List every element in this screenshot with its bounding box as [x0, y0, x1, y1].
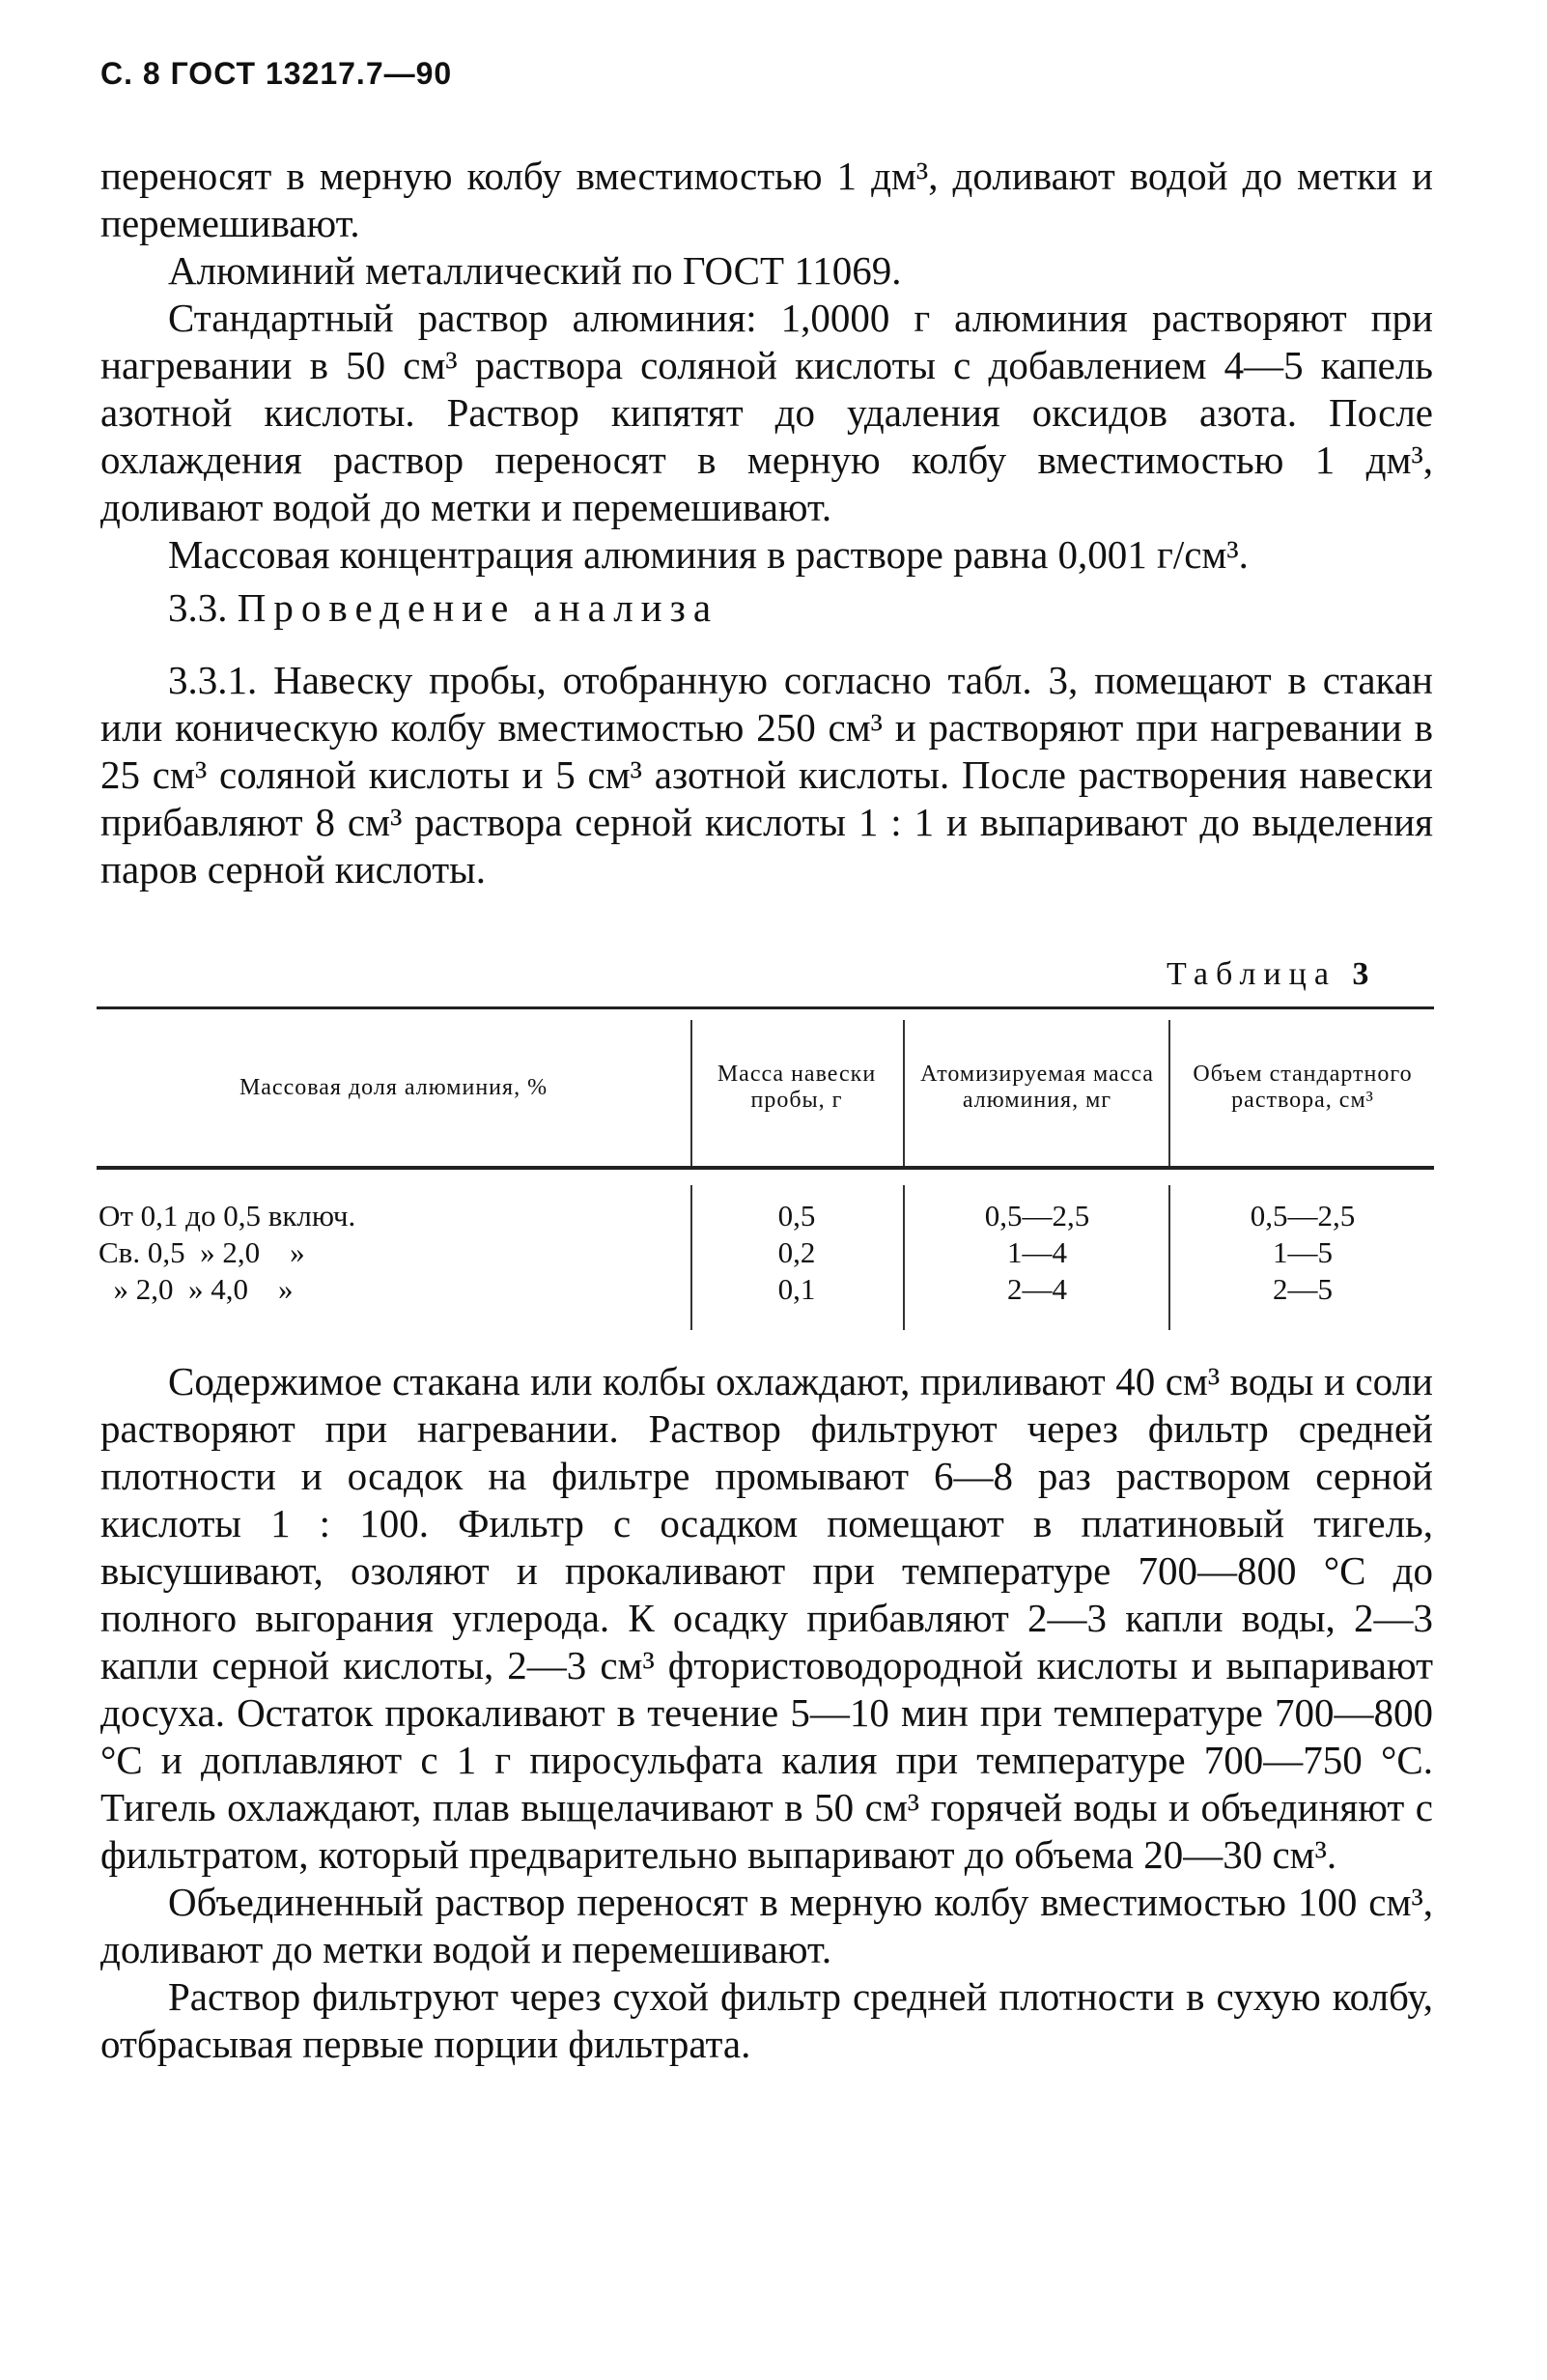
table-column-mass: [697, 1198, 896, 1308]
paragraph: Массовая концентрация алюминия в растворе равна 0,001 г/см³.: [168, 532, 1249, 577]
paragraph: переносят в мерную колбу вместимостью 1 дм³, доливают водой до метки и перемешивают.: [100, 154, 1433, 245]
table-cell: 0,1: [777, 1272, 816, 1306]
table-cell: » 2,0 » 4,0 »: [98, 1272, 294, 1306]
table-cell: 0,5—2,5: [984, 1199, 1090, 1232]
text-block-1: [100, 153, 1433, 632]
table-header-rule: [97, 1166, 1434, 1170]
header-cell: Масса навески пробы, г: [717, 1062, 877, 1113]
table-caption-number: 3: [1352, 956, 1369, 992]
paragraph: Содержимое стакана или колбы охлаждают, приливают 40 см³ воды и соли растворяют при нагревании. Раствор фильтруют через фильтр средней плотности и осадок на фильтре промывают 6—8 раз раствором серной кислоты 1 : 100. Фильтр с осадком помещают в платиновый тигель, высушивают, озоляют и прокаливают при температуре 700—800 °С до полного выгорания углерода. К осадку прибавляют 2—3 капли воды, 2—3 капли серной кислоты, 2—3 см³ фтористоводородной кислоты и выпаривают досуха. Остаток прокаливают в течение 5—10 мин при температуре 700—800 °С и доплавляют с 1 г пиросульфата калия при температуре 700—750 °С. Тигель охлаждают, плав выщелачивают в 50 см³ горячей воды и объединяют с фильтратом, который предварительно выпаривают до объема 20—30 см³.: [100, 1359, 1433, 1877]
header-cell: Объем стандартного раствора, см³: [1193, 1062, 1413, 1113]
section-heading: [100, 584, 1433, 632]
table-cell: 0,5—2,5: [1250, 1199, 1356, 1232]
table-cell: 0,5: [777, 1199, 816, 1232]
paragraph: Стандартный раствор алюминия: 1,0000 г алюминия растворяют при нагревании в 50 см³ раствора соляной кислоты с добавлением 4—5 капель азотной кислоты. Раствор кипятят до удаления оксидов азота. После охлаждения раствор переносят в мерную колбу вместимостью 1 дм³, доливают водой до метки и перемешивают.: [100, 296, 1433, 529]
table-cell: От 0,1 до 0,5 включ.: [98, 1199, 356, 1232]
table-cell: 1—4: [1007, 1235, 1067, 1269]
paragraph: 3.3.1. Навеску пробы, отобранную согласно табл. 3, помещают в стакан или коническую колбу вместимостью 250 см³ и растворяют при нагревании в 25 см³ соляной кислоты и 5 см³ азотной кислоты. После растворения навески прибавляют 8 см³ раствора серной кислоты 1 : 1 и выпаривают до выделения паров серной кислоты.: [100, 658, 1433, 892]
header-divider: [690, 1020, 692, 1166]
table-caption-word: Таблица: [1167, 956, 1336, 992]
paragraph: Объединенный раствор переносят в мерную колбу вместимостью 100 см³, доливают до метки водой и перемешивают.: [100, 1880, 1433, 1971]
header-cell: Атомизируемая масса алюминия, мг: [920, 1062, 1154, 1113]
body-divider: [690, 1185, 692, 1330]
table-cell: 2—5: [1273, 1272, 1333, 1306]
table-column-atomized: [913, 1198, 1162, 1308]
paragraph: Алюминий металлический по ГОСТ 11069.: [168, 248, 902, 293]
table-caption: [1167, 956, 1368, 993]
page-header: С. 8 ГОСТ 13217.7—90: [100, 56, 453, 91]
header-cell: Массовая доля алюминия, %: [239, 1074, 548, 1100]
body-divider: [1168, 1185, 1170, 1330]
table-column-volume: [1178, 1198, 1427, 1308]
table-cell: 1—5: [1273, 1235, 1333, 1269]
header-divider: [1168, 1020, 1170, 1166]
table-cell: Св. 0,5 » 2,0 »: [98, 1235, 305, 1269]
header-divider: [903, 1020, 905, 1166]
body-divider: [903, 1185, 905, 1330]
text-block-3: [100, 1358, 1433, 2068]
table-cell: 2—4: [1007, 1272, 1067, 1306]
paragraph: Раствор фильтруют через сухой фильтр средней плотности в сухую колбу, отбрасывая первые порции фильтрата.: [100, 1974, 1433, 2066]
table-column-range: [98, 1198, 678, 1308]
data-table: [97, 1006, 1434, 1335]
table-cell: 0,2: [777, 1235, 816, 1269]
section-title: Проведение анализа: [237, 585, 719, 630]
text-block-2: [100, 657, 1433, 893]
section-number: 3.3.: [168, 585, 228, 630]
table-top-rule: [97, 1006, 1434, 1009]
